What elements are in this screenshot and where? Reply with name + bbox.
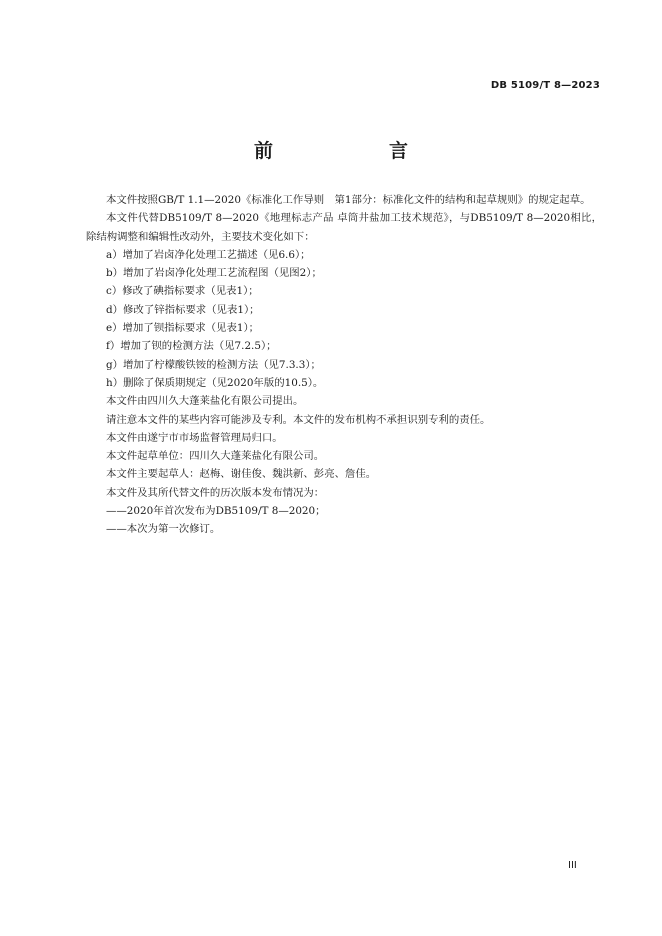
paragraph-drafting-rules: 本文件按照GB/T 1.1—2020《标准化工作导则 第1部分：标准化文件的结构和起草规则》的规定起草。 [106, 194, 591, 206]
page-number: III [568, 860, 577, 871]
paragraph-administrator: 本文件由遂宁市市场监督管理局归口。 [106, 431, 283, 444]
paragraph-patent-notice: 请注意本文件的某些内容可能涉及专利。本文件的发布机构不承担识别专利的责任。 [106, 413, 491, 426]
standard-number: DB 5109/T 8—2023 [490, 80, 600, 91]
version-history-item: ——本次为第一次修订。 [106, 523, 221, 536]
change-item: d）修改了锌指标要求（见表1）； [106, 303, 260, 316]
paragraph-drafting-unit: 本文件起草单位：四川久大蓬莱盐化有限公司。 [106, 450, 325, 463]
paragraph-drafters: 本文件主要起草人：赵梅、谢佳俊、魏洪新、彭亮、詹佳。 [106, 468, 377, 481]
change-item: b）增加了岩卤净化处理工艺流程图（见图2）； [106, 267, 322, 280]
paragraph-replacement: 本文件代替DB5109/T 8—2020《地理标志产品 卓筒井盐加工技术规范》，与DB5109/T 8—2020相比，除结构调整和编辑性改动外，主要技术变化如下： [86, 212, 602, 243]
foreword-body [86, 191, 602, 539]
change-item: g）增加了柠檬酸铁铵的检测方法（见7.3.3）； [106, 358, 321, 371]
change-item: e）增加了钡指标要求（见表1）； [106, 322, 260, 335]
paragraph-version-history: 本文件及其所代替文件的历次版本发布情况为： [106, 486, 325, 499]
page-title: 前 言 [253, 140, 434, 162]
change-item: f）增加了钡的检测方法（见7.2.5）； [106, 340, 277, 353]
change-item: c）修改了碘指标要求（见表1）； [106, 285, 259, 298]
change-item: h）删除了保质期规定（见2020年版的10.5）。 [106, 376, 324, 389]
paragraph-proposer: 本文件由四川久大蓬莱盐化有限公司提出。 [106, 395, 304, 408]
version-history-item: ——2020年首次发布为DB5109/T 8—2020； [106, 505, 326, 518]
change-item: a）增加了岩卤净化处理工艺描述（见6.6）； [106, 248, 311, 261]
